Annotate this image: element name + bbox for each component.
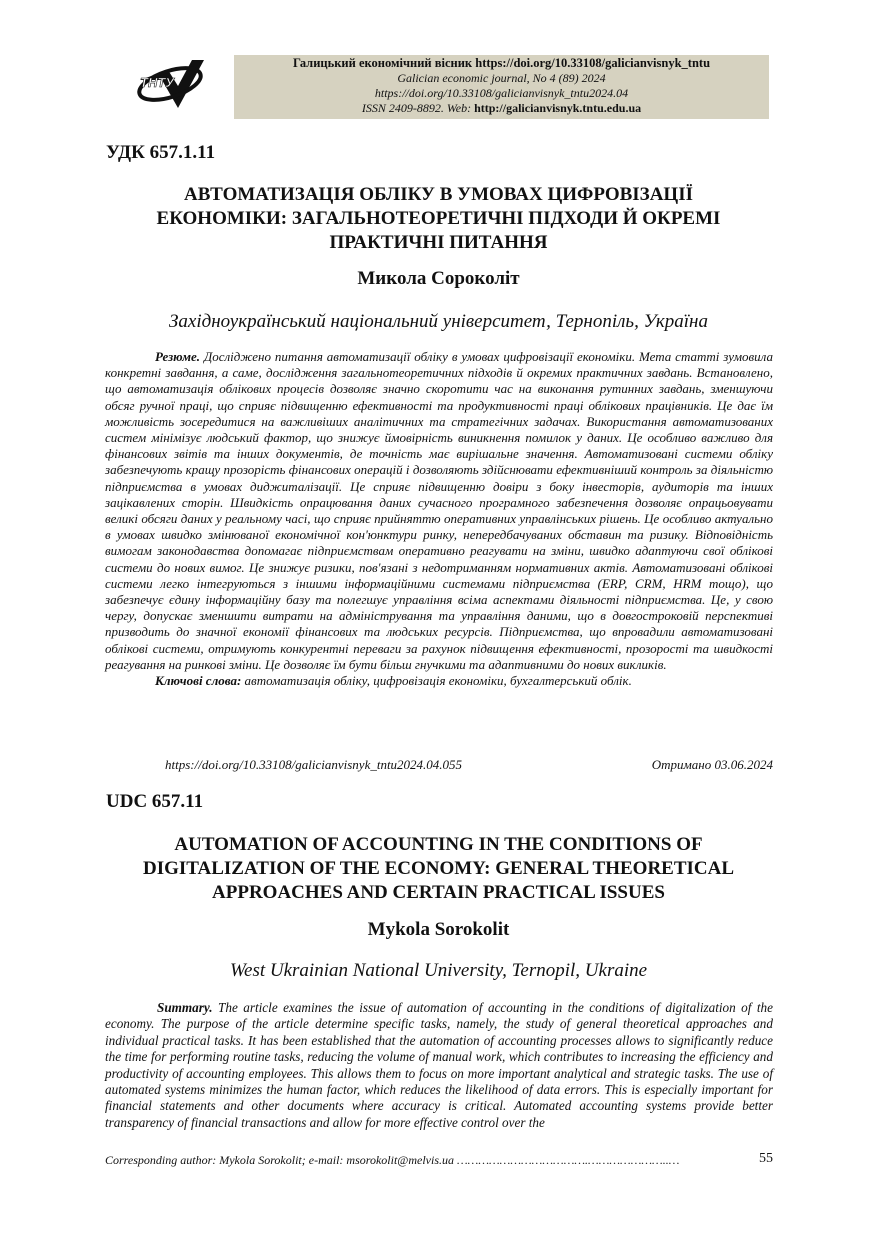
title-ua-line: ЕКОНОМІКИ: ЗАГАЛЬНОТЕОРЕТИЧНІ ПІДХОДИ Й ОКРЕМІ	[156, 208, 721, 229]
summary-label: Summary.	[157, 1000, 213, 1015]
title-ua-line: АВТОМАТИЗАЦІЯ ОБЛІКУ В УМОВАХ ЦИФРОВІЗАЦІЇ	[184, 184, 693, 205]
corresponding-author: Corresponding author: Mykola Sorokolit; e-mail: msorokolit@melvis.ua ……………………………….…………………..…	[105, 1153, 680, 1167]
journal-banner	[234, 55, 769, 119]
abstract-paragraph	[105, 349, 773, 673]
journal-issn	[234, 101, 769, 116]
abstract-ua	[105, 349, 773, 689]
journal-web-link[interactable]: http://galicianvisnyk.tntu.edu.ua	[474, 101, 642, 115]
abstract-text: Досліджено питання автоматизації обліку в умовах цифровізації економіки. Мета статті зумовила конкретні завдання, а саме, дослідження загальнотеоретичних підходів й окремих практичних завдань. Встановлено, що автоматизація облікових процесів дозволяє значно скоротити час на виконання рутинних завдань, зменшуючи обсяг ручної праці, що сприяє підвищенню ефективності та продуктивності праці облікових працівників. Це дає їм можливість зосередитися на важливіших аналітичних та стратегічних задачах. Використання автоматизованих систем мінімізує людський фактор, що знижує ймовірність виникнення помилок у даних. Це особливо важливо для фінансових звітів та інших документів, де точність має вирішальне значення. Автоматизовані системи обліку забезпечують кращу прозорість фінансових операцій і дозволяють здійснювати ефективніший контроль за діяльністю підприємства в умовах диджиталізації. Це сприяє підвищенню довіри з боку інвесторів, аудиторів та інших зацікавлених сторін. Швидкість опрацювання даних сучасного програмного забезпечення дозволяє опрацьовувати великі обсяги даних у реальному часі, що сприяє прийняттю оперативних управлінських рішень. Це особливо актуально в умовах швидко змінюваної економічної кон'юнктури ринку, непередбачуваних обставин та ризику. Відповідність вимогам законодавства допомагає підприємствам оперативно реагувати на зміни, швидко адаптуючи свої облікові системи до нових вимог. Це знижує ризики, пов'язані з недотриманням нормативних актів. Автоматизовані облікові системи легко інтегруються з іншими інформаційними системами підприємства (ERP, CRM, HRM тощо), що забезпечує єдину інформаційну базу та полегшує управління всіма аспектами діяльності підприємства. Це, у свою чергу, допускає зменшити витрати на адміністрування та управління даними, що в довгостроковій перспективі призводить до значної економії фінансових та людських ресурсів. Підприємства, що впровадили автоматизовані облікові системи, отримують конкурентні переваги за рахунок підвищення ефективності, прозорості та швидкості реагування на ринкові зміни. Це дозволяє їм бути більш гнучкими та адаптивними до нових викликів.	[105, 349, 773, 672]
author-en: Mykola Sorokolit	[367, 919, 510, 940]
author-ua: Микола Сороколіт	[357, 268, 520, 289]
summary-paragraph	[105, 1000, 773, 1131]
keywords-paragraph	[105, 673, 773, 689]
logo-text: ТНТУ	[140, 75, 175, 90]
summary-text: The article examines the issue of automation of accounting in the conditions of digitalization of the economy. The purpose of the article determine specific tasks, namely, the study of general theoretical approaches and individual practical tasks. It has been established that the automation of accounting processes allows to significantly reduce the time for performing routine tasks, reducing the volume of manual work, which contributes to increasing the efficiency and productivity of accounting employees. This allows them to focus on more important analytical and strategic tasks. The use of automated systems minimizes the human factor, which reduces the likelihood of data errors. This is especially important for financial statements and other documents where accuracy is critical. Automated accounting systems provide better transparency of financial transactions and allow for more effective control over the	[105, 1000, 773, 1130]
journal-doi: https://doi.org/10.33108/galicianvisnyk_tntu2024.04	[374, 86, 629, 100]
title-en-line: DIGITALIZATION OF THE ECONOMY: GENERAL THEORETICAL	[142, 858, 735, 879]
title-en-line: AUTOMATION OF ACCOUNTING IN THE CONDITIONS OF	[174, 834, 703, 855]
university-logo	[134, 54, 208, 118]
udc-ua: УДК 657.1.11	[106, 142, 216, 163]
abstract-label: Резюме.	[155, 349, 201, 364]
affiliation-en: West Ukrainian National University, Ternopil, Ukraine	[229, 960, 648, 981]
title-en-line: APPROACHES AND CERTAIN PRACTICAL ISSUES	[212, 882, 665, 903]
title-ua	[100, 183, 777, 255]
keywords-text: автоматизація обліку, цифровізація економіки, бухгалтерський облік.	[241, 673, 632, 689]
issn-text: ISSN 2409-8892. Web:	[361, 101, 475, 115]
journal-title: Галицький економічний вісник https://doi.org/10.33108/galicianvisnyk_tntu	[292, 56, 711, 70]
title-ua-line: ПРАКТИЧНІ ПИТАННЯ	[329, 232, 548, 253]
keywords-label: Ключові слова:	[155, 673, 242, 689]
received-date: Отримано 03.06.2024	[651, 757, 773, 772]
summary-en	[105, 1000, 773, 1131]
article-doi[interactable]: https://doi.org/10.33108/galicianvisnyk_tntu2024.04.055	[165, 757, 463, 772]
udc-en: UDC 657.11	[106, 791, 204, 812]
affiliation-ua: Західноукраїнський національний університет, Тернопіль, Україна	[169, 311, 708, 332]
page-number: 55	[759, 1151, 773, 1166]
journal-issue: Galician economic journal, No 4 (89) 2024	[397, 71, 606, 85]
title-en	[100, 833, 777, 905]
